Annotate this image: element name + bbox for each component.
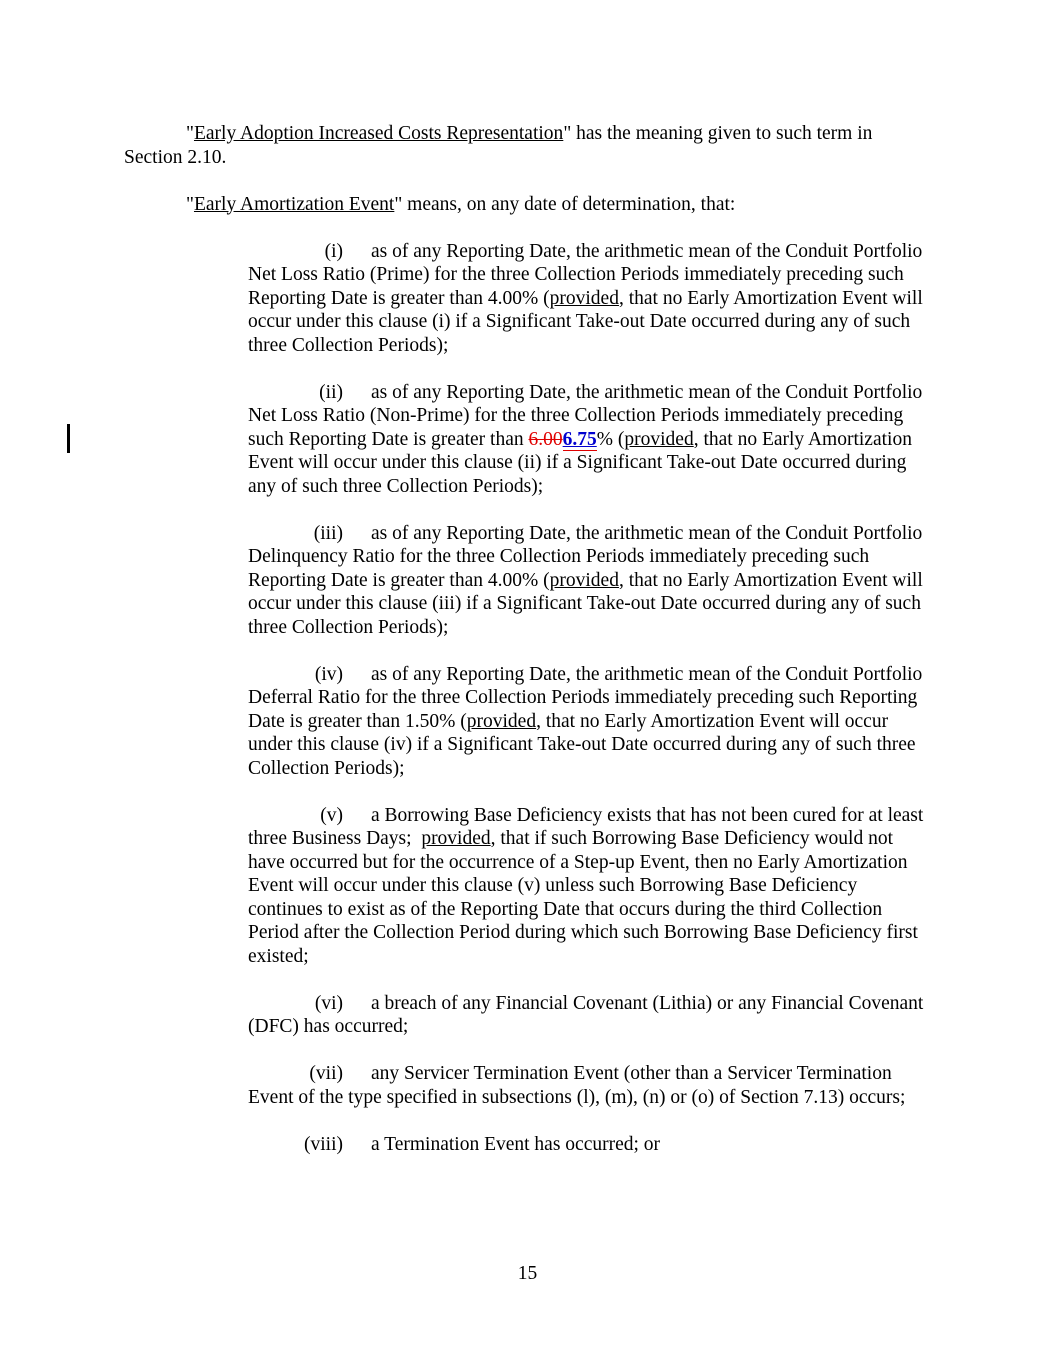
clause-text-segment: as of any Reporting Date, the arithmetic mean of the Conduit Portfolio Deferral Ratio for the three Collection Periods immediately preceding such Reporting Date is greater than 1.50% ( (248, 663, 923, 732)
clause-paragraph-iv (248, 663, 930, 781)
clause-paragraph-vii (248, 1062, 930, 1109)
clause-text-segment: any Servicer Termination Event (other than a Servicer Termination Event of the type specified in subsections (l), (m), (n) or (o) of Section 7.13) occurs; (248, 1063, 906, 1108)
defined-term: Early Adoption Increased Costs Representation (193, 123, 564, 144)
clause-label: (i) (324, 240, 343, 262)
defined-term: Early Amortization Event (193, 193, 395, 215)
clause-paragraph-vi (248, 992, 930, 1039)
clause-paragraph-v (248, 804, 930, 969)
clause-paragraph-i (248, 240, 930, 358)
clause-label: (v) (320, 804, 343, 826)
clause-text-segment: , that no Early Amortization Event will occur under this clause (i) if a Significant Take-out Date occurred during any of such three Collection Periods); (248, 287, 923, 356)
clause-text-segment: a Borrowing Base Deficiency exists that has not been cured for at least three Business Days; (248, 804, 924, 849)
clause-text-segment: % ( (596, 428, 625, 450)
underlined-term: provided (421, 828, 491, 849)
clause-label: (vii) (309, 1063, 343, 1084)
open-quote: " (186, 193, 194, 215)
open-quote: " (186, 123, 194, 144)
inserted-text: 6.75 (562, 428, 597, 450)
clause-paragraph-viii (248, 1133, 930, 1157)
clause-text-segment: , that no Early Amortization Event will occur under this clause (iii) if a Significant Take-out Date occurred during any of such three Collection Periods); (248, 569, 923, 638)
underlined-term: provided (624, 428, 694, 450)
clause-text-segment: as of any Reporting Date, the arithmetic mean of the Conduit Portfolio Delinquency Ratio for the three Collection Periods immediately preceding such Reporting Date is greater than 4.00% ( (248, 522, 923, 591)
clause-text-segment: , that no Early Amortization Event will occur under this clause (iv) if a Significant Take-out Date occurred during any of such three Collection Periods); (248, 710, 916, 779)
clause-list (124, 240, 930, 1157)
underlined-term: provided (549, 569, 619, 591)
clause-text-segment: a breach of any Financial Covenant (Lithia) or any Financial Covenant (DFC) has occurred; (248, 992, 924, 1037)
definition-paragraph-early-amortization (124, 193, 930, 217)
clause-label: (iv) (314, 663, 343, 685)
clause-paragraph-iii (248, 522, 930, 640)
clause-text-segment: as of any Reporting Date, the arithmetic mean of the Conduit Portfolio Net Loss Ratio (Prime) for the three Collection Periods immediately preceding such Reporting Date is greater than 4.00% ( (248, 240, 923, 309)
definition-text: " has the meaning given to such term in Section 2.10. (124, 123, 873, 168)
clause-label: (ii) (319, 381, 343, 403)
clause-text-segment: , that no Early Amortization Event will occur under this clause (ii) if a Significant Take-out Date occurred during any of such three Collection Periods); (248, 428, 912, 497)
definition-paragraph-early-adoption (124, 122, 930, 169)
underlined-term: provided (549, 287, 619, 309)
revision-change-bar (67, 424, 70, 453)
clause-text-segment: a Termination Event has occurred; or (371, 1133, 661, 1155)
clause-text-segment: , that if such Borrowing Base Deficiency would not have occurred but for the occurrence of a Step-up Event, then no Early Amortization Event will occur under this clause (v) unless such Borrowing Base Deficiency continues to exist as of the Reporting Date that occurs during the third Collection Period after the Collection Period during which such Borrowing Base Deficiency first existed; (248, 828, 918, 967)
page-number: 15 (517, 1263, 538, 1284)
page-body (124, 122, 930, 1180)
underlined-term: provided (466, 710, 537, 732)
clause-paragraph-ii (248, 381, 930, 499)
clause-label: (vi) (314, 992, 343, 1014)
clause-label: (iii) (313, 522, 343, 544)
clause-text-segment: as of any Reporting Date, the arithmetic mean of the Conduit Portfolio Net Loss Ratio (Non-Prime) for the three Collection Periods immediately preceding such Reporting Date is greater than (248, 381, 923, 450)
clause-label: (viii) (304, 1133, 343, 1155)
deleted-text: 6.00 (528, 428, 563, 450)
definition-text: " means, on any date of determination, that: (394, 193, 736, 215)
